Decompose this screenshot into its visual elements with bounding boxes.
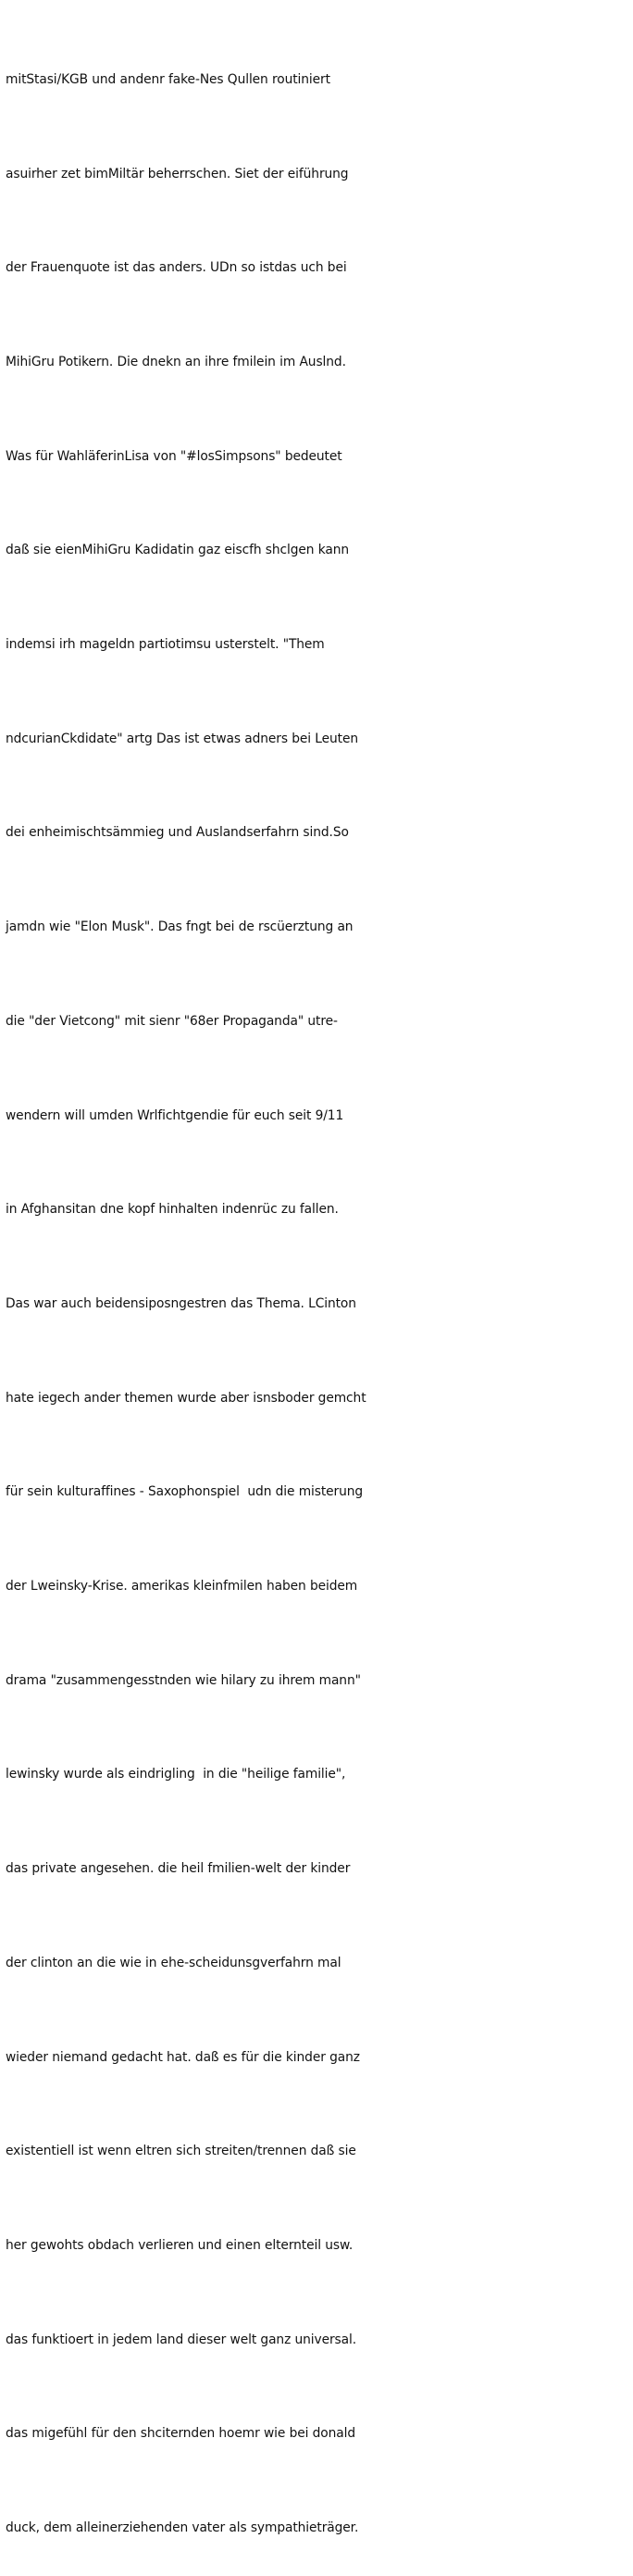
text-line: für sein kulturaffines - Saxophonspiel udn die misterung bbox=[6, 1484, 364, 1500]
text-line: indemsi irh mageldn partiotimsu usterstelt. "Them bbox=[6, 637, 325, 653]
text-line: mitStasi/KGB und andenr fake-Nes Qullen routiniert bbox=[6, 71, 330, 87]
text-line: der Frauenquote ist das anders. UDn so istdas uch bei bbox=[6, 260, 347, 276]
text-line: das private angesehen. die heil fmilien-welt der kinder bbox=[6, 1861, 351, 1877]
text-line: asuirher zet bimMiltär beherrschen. Siet der eiführung bbox=[6, 166, 349, 181]
text-line: das funktioert in jedem land dieser welt ganz universal. bbox=[6, 2332, 357, 2347]
text-line: das migefühl für den shciternden hoemr wie bei donald bbox=[6, 2426, 356, 2442]
text-line: der clinton an die wie in ehe-scheidunsgverfahrn mal bbox=[6, 1955, 341, 1970]
text-line: existentiell ist wenn eltren sich streiten/trennen daß sie bbox=[6, 2144, 356, 2159]
text-line: Das war auch beidensiposngestren das Thema. LCinton bbox=[6, 1295, 356, 1311]
text-line: ndcurianCkdidate" artg Das ist etwas adners bei Leuten bbox=[6, 731, 359, 746]
text-line: in Afghansitan dne kopf hinhalten indenrüc zu fallen. bbox=[6, 1202, 339, 1218]
text-line: wieder niemand gedacht hat. daß es für die kinder ganz bbox=[6, 2049, 360, 2065]
text-line: Was für WahläferinLisa von "#losSimpsons" bedeutet bbox=[6, 448, 342, 464]
text-line: duck, dem alleinerziehenden vater als sympathieträger. bbox=[6, 2520, 359, 2536]
text-line: der Lweinsky-Krise. amerikas kleinfmilen haben beidem bbox=[6, 1579, 358, 1594]
text-line: MihiGru Potikern. Die dnekn an ihre fmilein im Auslnd. bbox=[6, 354, 346, 369]
text-line: hate iegech ander themen wurde aber isnsboder gemcht bbox=[6, 1390, 366, 1406]
text-line: die "der Vietcong" mit sienr "68er Propaganda" utre- bbox=[6, 1013, 338, 1029]
text-line: dei enheimischtsämmieg und Auslandserfahrn sind.So bbox=[6, 825, 349, 841]
document-text-block bbox=[6, 2, 631, 2576]
text-line: jamdn wie "Elon Musk". Das fngt bei de rscüerztung an bbox=[6, 919, 354, 935]
text-line: daß sie eienMihiGru Kadidatin gaz eiscfh shclgen kann bbox=[6, 543, 350, 558]
text-line: wendern will umden Wrlfichtgendie für euch seit 9/11 bbox=[6, 1107, 344, 1123]
text-line: drama "zusammengesstnden wie hilary zu ihrem mann" bbox=[6, 1672, 361, 1688]
text-line: her gewohts obdach verlieren und einen elternteil usw. bbox=[6, 2237, 354, 2253]
text-line: lewinsky wurde als eindrigling in die "heilige familie", bbox=[6, 1767, 346, 1782]
